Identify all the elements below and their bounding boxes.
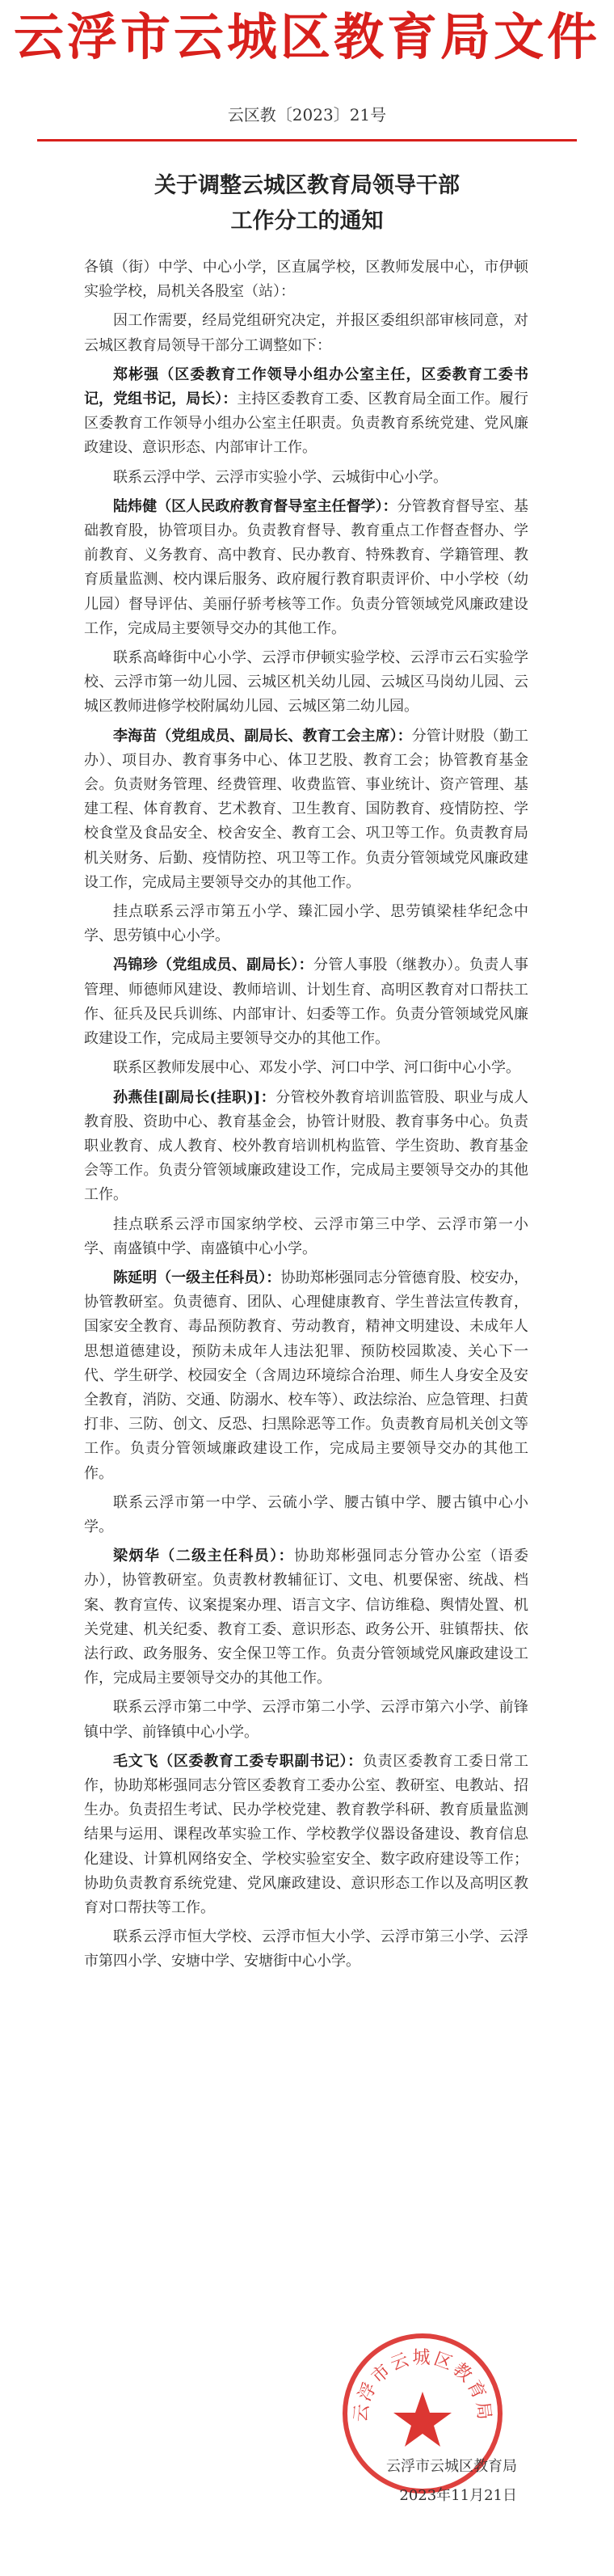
- leader-duties-text: 协助郑彬强同志分管办公室（语委办），协管教研室。负责教材教辅征订、文电、机要保密、统战、档案、教育宣传、议案提案办理、语言文字、信访维稳、舆情处置、机关党建、机关纪委、教育工委、意识形态、政务公开、驻镇帮扶、依法行政、政务服务、安全保卫等工作。负责分管领域党风廉政建设工作，完成局主要领导交办的其他工作。: [84, 1548, 528, 1687]
- seal-text: 云浮市云城区教育局: [351, 2348, 494, 2424]
- red-divider-rule: [37, 139, 577, 141]
- leader-contacts: 联系云浮市恒大学校、云浮市恒大小学、云浮市第三小学、云浮市第四小学、安塘中学、安塘街中心小学。: [84, 1928, 528, 1970]
- leader-contacts: 联系云浮市第一中学、云硫小学、腰古镇中学、腰古镇中心小学。: [84, 1493, 528, 1535]
- leader-contacts: 联系云浮市第二中学、云浮市第二小学、云浮市第六小学、前锋镇中学、前锋镇中心小学。: [84, 1699, 528, 1741]
- leader-duties: [84, 1086, 528, 1208]
- leader-duties-text: 协助郑彬强同志分管德育股、校安办，协管教研室。负责德育、团队、心理健康教育、学生普法宣传教育，国家安全教育、毒品预防教育、劳动教育，精神文明建设、未成年人思想道德建设，预防未成年人违法犯罪、预防校园欺凌、关心下一代、学生研学、校园安全（含周边环境综合治理、师生人身安全及安全教育，消防、交通、防溺水、校车等）、政法综治、应急管理、扫黄打非、三防、创文、反恐、扫黑除恶等工作。负责教育局机关创文等工作。负责分管领域廉政建设工作，完成局主要领导交办的其他工作。: [84, 1269, 529, 1482]
- leader-duties-text: 分管校外教育培训监管股、职业与成人教育股、资助中心、教育基金会，协管计财股、教育事务中心。负责职业教育、成人教育、校外教育培训机构监管、学生资助、教育基金会等工作。负责分管领域廉政建设工作，完成局主要领导交办的其他工作。: [84, 1088, 528, 1204]
- leader-duties: [84, 495, 528, 641]
- leader-contacts: 挂点联系云浮市第五小学、臻汇园小学、思劳镇梁桂华纪念中学、思劳镇中心小学。: [84, 903, 528, 945]
- leader-duties: [84, 953, 528, 1051]
- issuing-organization: 云浮市云城区教育局: [386, 2458, 517, 2475]
- leader-name: 陈延明（一级主任科员）：: [113, 1269, 281, 1286]
- leader-duties-text: 分管计财股（勤工办）、项目办、教育事务中心、体卫艺股、教育工会；协管教育基金会。负责财务管理、经费管理、收费监管、事业统计、资产管理、基建工程、体育教育、艺术教育、卫生教育、国防教育、疫情防控、学校食堂及食品安全、校舍安全、教育工会、巩卫等工作。负责教育局机关财务、后勤、疫情防控、巩卫等工作。负责分管领域党风廉政建设工作，完成局主要领导交办的其他工作。: [84, 727, 528, 891]
- leader-contacts: 联系区教师发展中心、邓发小学、河口中学、河口街中心小学。: [113, 1059, 520, 1077]
- recipients-line: 各镇（街）中学、中心小学，区直属学校，区教师发展中心，市伊顿实验学校，局机关各股室（站）：: [84, 259, 528, 301]
- notice-title-line-1: 关于调整云城区教育局领导干部: [154, 173, 460, 198]
- leader-duties: [84, 724, 528, 895]
- notice-title: [0, 168, 614, 239]
- leader-contacts: 联系高峰街中心小学、云浮市伊顿实验学校、云浮市云石实验学校、云浮市第一幼儿园、云城区机关幼儿园、云城区马岗幼儿园、云城区教师进修学校附属幼儿园、云城区第二幼儿园。: [84, 649, 528, 716]
- leader-contacts: 挂点联系云浮市国家纳学校、云浮市第三中学、云浮市第一小学、南盛镇中学、南盛镇中心小学。: [84, 1215, 528, 1257]
- leader-duties-text: 主持区委教育工委、区教育局全面工作。履行区委教育工作领导小组办公室主任职责。负责教育系统党建、党风廉政建设、意识形态、内部审计工作。: [84, 391, 529, 457]
- notice-title-line-2: 工作分工的通知: [230, 209, 384, 234]
- leader-name: 孙燕佳[副局长(挂职)]：: [113, 1088, 276, 1106]
- leader-name: 冯锦珍（党组成员、副局长）：: [113, 956, 313, 974]
- leader-duties: [84, 1750, 528, 1920]
- leader-duties-text: 分管人事股（继教办）。负责人事管理、师德师风建设、教师培训、计划生育、高明区教育对口帮扶工作、征兵及民兵训练、内部审计、妇委等工作。负责分管领域党风廉政建设工作，完成局主要领导交办的其他工作。: [84, 956, 528, 1048]
- leader-duties: [84, 1266, 528, 1486]
- leader-name: 郑彬强（区委教育工作领导小组办公室主任，区委教育工委书记，党组书记，局长）：: [84, 365, 528, 408]
- leader-duties-text: 负责区委教育工委日常工作，协助郑彬强同志分管区委教育工委办公室、教研室、电教站、招生办。负责招生考试、民办学校党建、教育教学科研、教育质量监测结果与运用、课程改革实验工作、学校教学仪器设备建设、教育信息化建设、计算机网络安全、学校实验室安全、数字政府建设等工作；协助负责教育系统党建、党风廉政建设、意识形态工作以及高明区教育对口帮扶等工作。: [84, 1752, 529, 1916]
- document-number: 云区教〔2023〕21号: [227, 105, 387, 125]
- leader-duties: [84, 1544, 528, 1691]
- leader-contacts: 联系云浮中学、云浮市实验小学、云城街中心小学。: [113, 468, 448, 486]
- leader-name: 李海苗（党组成员、副局长、教育工会主席）：: [113, 727, 412, 745]
- intro-paragraph: 因工作需要，经局党组研究决定，并报区委组织部审核同意，对云城区教育局领导干部分工调整如下：: [84, 312, 528, 354]
- leader-duties-text: 分管教育督导室、基础教育股，协管项目办。负责教育督导、教育重点工作督查督办、学前教育、义务教育、高中教育、民办教育、特殊教育、学籍管理、教育质量监测、校内课后服务、政府履行教育职责评价、中小学校（幼儿园）督导评估、美丽仔骄考核等工作。负责分管领域党风廉政建设工作，完成局主要领导交办的其他工作。: [84, 497, 529, 637]
- leader-name: 梁炳华（二级主任科员）：: [113, 1548, 295, 1565]
- issue-date: 2023年11月21日: [399, 2487, 517, 2504]
- leader-name: 毛文飞（区委教育工委专职副书记）：: [113, 1752, 363, 1770]
- document-header-title: 云浮市云城区教育局文件: [13, 7, 600, 66]
- notice-body: [84, 255, 528, 1979]
- leader-duties: [84, 363, 528, 461]
- leader-name: 陆炜健（区人民政府教育督导室主任督学）：: [113, 497, 397, 515]
